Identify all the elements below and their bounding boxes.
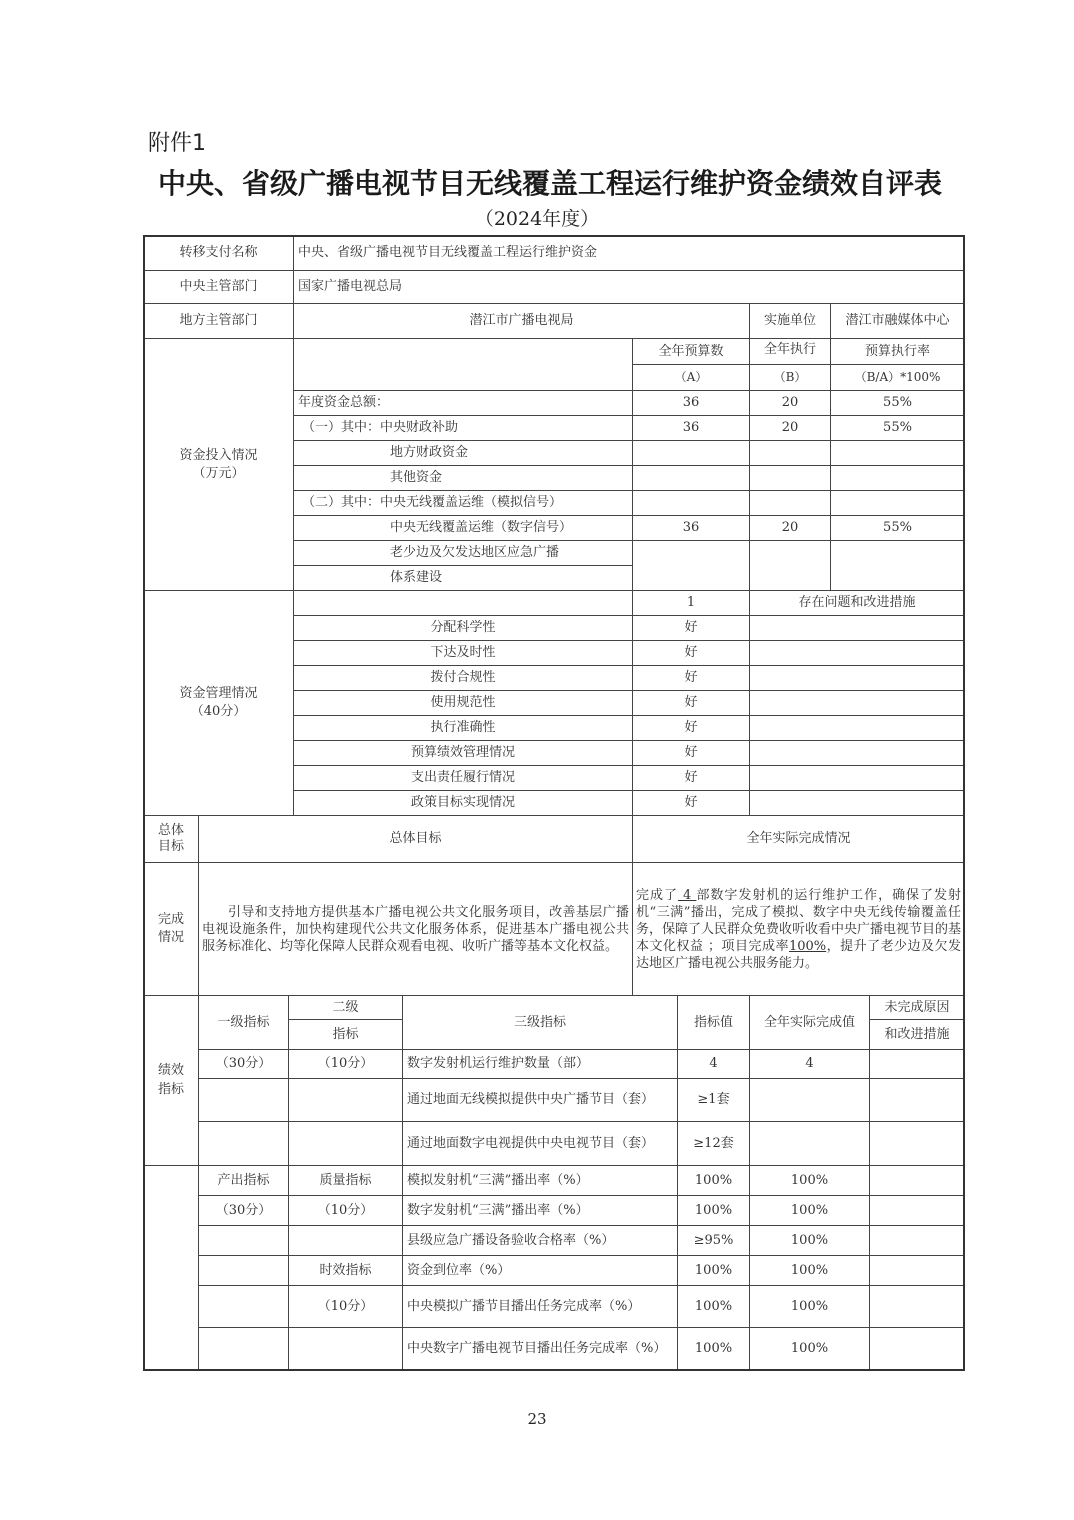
perf-row-target: 100% <box>677 1327 750 1371</box>
mgmt-row-issue <box>749 665 965 691</box>
perf-row-level3: 县级应急广播设备验收合格率（%） <box>402 1225 678 1256</box>
perf-row-level3: 数字发射机“三满”播出率（%） <box>402 1195 678 1226</box>
perf-row-reason <box>869 1049 965 1079</box>
mgmt-header-blank <box>293 590 633 616</box>
perf-row-actual: 100% <box>749 1195 870 1226</box>
h-actual: 全年实际完成值 <box>749 995 870 1050</box>
mgmt-row-value: 好 <box>632 740 750 766</box>
fund-row-a <box>632 540 750 591</box>
perf-row-level1 <box>198 1121 289 1166</box>
mgmt-row-issue <box>749 640 965 666</box>
perf-row-reason <box>869 1327 965 1371</box>
local-dept-value: 潜江市广播电视局 <box>293 303 750 339</box>
mgmt-section-label <box>143 590 294 816</box>
goal-text: 引导和支持地方提供基本广播电视公共文化服务项目，改善基层广播电视设施条件，加快构建现代公共文化服务体系，促进基本广播电视公共服务标准化、均等化保障人民群众观看电视、收听广播等基本文化权益。 <box>202 904 629 954</box>
perf-row-level1 <box>198 1255 289 1286</box>
h-level2-bottom: 指标 <box>288 1019 403 1050</box>
fund-row-c: 55% <box>830 415 965 441</box>
mgmt-col-1: 1 <box>632 590 750 616</box>
perf-row-level2: （10分） <box>288 1285 403 1328</box>
perf-section-continued <box>143 1165 199 1371</box>
perf-row-level1: （30分） <box>198 1049 289 1079</box>
actual-text-cell <box>632 862 965 996</box>
perf-row-target: ≥1套 <box>677 1078 750 1122</box>
perf-row-level3: 资金到位率（%） <box>402 1255 678 1286</box>
perf-row-level3: 模拟发射机“三满”播出率（%） <box>402 1165 678 1196</box>
mgmt-row-label: 支出责任履行情况 <box>293 765 633 791</box>
perf-row-actual: 4 <box>749 1049 870 1079</box>
perf-row-level1 <box>198 1225 289 1256</box>
h-level1: 一级指标 <box>198 995 289 1050</box>
mgmt-row-value: 好 <box>632 715 750 741</box>
goal-text-cell <box>198 862 633 996</box>
fund-row-label: 其他资金 <box>293 465 633 491</box>
fund-row-c <box>830 440 965 466</box>
fund-row-c <box>830 465 965 491</box>
funds-header-blank <box>293 338 633 391</box>
fund-row-b <box>749 540 831 591</box>
status-label-text: 完成情况 <box>157 911 184 945</box>
year-label: （2024年度） <box>474 208 600 230</box>
attachment-label: 附件1 <box>148 131 206 156</box>
perf-row-reason <box>869 1255 965 1286</box>
col-b-sub: （B） <box>749 364 831 391</box>
perf-row-actual <box>749 1078 870 1122</box>
perf-row-target: 100% <box>677 1195 750 1226</box>
page-title: 中央、省级广播电视节目无线覆盖工程运行维护资金绩效自评表 <box>157 167 942 200</box>
goal-header: 总体目标 <box>198 815 633 863</box>
central-dept-value: 国家广播电视总局 <box>293 270 965 304</box>
perf-row-level3: 通过地面数字电视提供中央电视节目（套） <box>402 1121 678 1166</box>
fund-row-b: 20 <box>749 390 831 416</box>
mgmt-row-issue <box>749 765 965 791</box>
fund-row-a <box>632 465 750 491</box>
actual-header: 全年实际完成情况 <box>632 815 965 863</box>
fund-row-a: 36 <box>632 390 750 416</box>
fund-row-a: 36 <box>632 515 750 541</box>
perf-row-level2 <box>288 1327 403 1371</box>
perf-section-label <box>143 995 199 1166</box>
perf-section-text: 绩效指标 <box>157 1063 184 1097</box>
mgmt-row-label: 分配科学性 <box>293 615 633 641</box>
fund-row-c <box>830 490 965 516</box>
perf-row-target: 100% <box>677 1255 750 1286</box>
perf-row-level1 <box>198 1327 289 1371</box>
actual-count: 4 <box>677 887 697 903</box>
mgmt-row-value: 好 <box>632 615 750 641</box>
funds-section-title: 资金投入情况 <box>179 447 258 463</box>
fund-row-label: 年度资金总额： <box>293 390 633 416</box>
mgmt-row-value: 好 <box>632 790 750 816</box>
perf-row-level2: （10分） <box>288 1049 403 1079</box>
h-reason-bottom: 和改进措施 <box>869 1019 965 1050</box>
fund-row-label: （一）其中：中央财政补助 <box>293 415 633 441</box>
perf-row-level2: 时效指标 <box>288 1255 403 1286</box>
h-level2-top: 二级 <box>288 995 403 1020</box>
perf-row-actual <box>749 1121 870 1166</box>
perf-row-target: 100% <box>677 1285 750 1328</box>
mgmt-row-label: 政策目标实现情况 <box>293 790 633 816</box>
mgmt-row-issue <box>749 740 965 766</box>
fund-row-c: 55% <box>830 515 965 541</box>
mgmt-row-value: 好 <box>632 765 750 791</box>
mgmt-row-value: 好 <box>632 640 750 666</box>
fund-row-b <box>749 490 831 516</box>
h-target: 指标值 <box>677 995 750 1050</box>
perf-row-level2 <box>288 1121 403 1166</box>
fund-row-b: 20 <box>749 415 831 441</box>
mgmt-row-issue <box>749 690 965 716</box>
fund-row-label: 体系建设 <box>293 565 633 591</box>
central-dept-label: 中央主管部门 <box>143 270 294 304</box>
perf-row-reason <box>869 1165 965 1196</box>
perf-row-target: ≥12套 <box>677 1121 750 1166</box>
actual-text-pre: 完成了 <box>636 887 678 903</box>
local-dept-label: 地方主管部门 <box>143 303 294 339</box>
mgmt-section-title: 资金管理情况 <box>179 686 258 702</box>
perf-row-reason <box>869 1285 965 1328</box>
funds-section-unit: （万元） <box>192 465 245 481</box>
perf-row-target: 100% <box>677 1165 750 1196</box>
mgmt-row-label: 下达及时性 <box>293 640 633 666</box>
perf-row-level2 <box>288 1078 403 1122</box>
transfer-label: 转移支付名称 <box>143 235 294 271</box>
status-label <box>143 862 199 996</box>
fund-row-c <box>830 540 965 591</box>
fund-row-c: 55% <box>830 390 965 416</box>
perf-row-level1: 产出指标 <box>198 1165 289 1196</box>
goal-side-text: 总体目标 <box>157 822 184 854</box>
mgmt-col-issues: 存在问题和改进措施 <box>749 590 965 616</box>
h-reason-top: 未完成原因 <box>869 995 965 1020</box>
funds-section-label <box>143 338 294 591</box>
perf-row-target: ≥95% <box>677 1225 750 1256</box>
fund-row-label: 地方财政资金 <box>293 440 633 466</box>
mgmt-row-value: 好 <box>632 690 750 716</box>
perf-row-level3: 中央数字广播电视节目播出任务完成率（%） <box>402 1327 678 1371</box>
h-level3: 三级指标 <box>402 995 678 1050</box>
perf-row-reason <box>869 1078 965 1122</box>
mgmt-row-issue <box>749 615 965 641</box>
perf-row-actual: 100% <box>749 1165 870 1196</box>
col-a-sub: （A） <box>632 364 750 391</box>
mgmt-row-label: 预算绩效管理情况 <box>293 740 633 766</box>
fund-row-label: （二）其中：中央无线覆盖运维（模拟信号） <box>293 490 633 516</box>
perf-row-reason <box>869 1195 965 1226</box>
perf-row-target: 4 <box>677 1049 750 1079</box>
perf-row-level3: 中央模拟广播节目播出任务完成率（%） <box>402 1285 678 1328</box>
perf-row-level1: （30分） <box>198 1195 289 1226</box>
fund-row-b <box>749 440 831 466</box>
col-c-header: 预算执行率 <box>830 338 965 365</box>
fund-row-a: 36 <box>632 415 750 441</box>
fund-row-a <box>632 440 750 466</box>
perf-row-level2: （10分） <box>288 1195 403 1226</box>
goal-side-label <box>143 815 199 863</box>
perf-row-level2 <box>288 1225 403 1256</box>
perf-row-actual: 100% <box>749 1225 870 1256</box>
mgmt-row-value: 好 <box>632 665 750 691</box>
perf-row-actual: 100% <box>749 1285 870 1328</box>
mgmt-row-label: 执行准确性 <box>293 715 633 741</box>
mgmt-section-score: （40分） <box>190 704 247 719</box>
col-c-sub: （B/A）*100% <box>830 364 965 391</box>
fund-row-a <box>632 490 750 516</box>
impl-unit-label: 实施单位 <box>749 303 831 339</box>
fund-row-b <box>749 465 831 491</box>
actual-text <box>636 887 961 972</box>
perf-row-reason <box>869 1225 965 1256</box>
mgmt-row-issue <box>749 790 965 816</box>
perf-row-actual: 100% <box>749 1255 870 1286</box>
actual-rate: 100% <box>788 938 827 954</box>
perf-row-actual: 100% <box>749 1327 870 1371</box>
perf-row-level3: 数字发射机运行维护数量（部） <box>402 1049 678 1079</box>
actual-text-mid: 部数字发射机的运行维护工作，确保了发射机“三满”播出，完成了模拟、数字中央无线传输覆盖任务，保障了人民群众免费收听收看中央广播电视节目的基本文化权益 ；项目完成率 <box>636 887 962 954</box>
col-b-header: 全年执行 <box>749 338 831 365</box>
impl-unit-value: 潜江市融媒体中心 <box>830 303 965 339</box>
perf-row-level1 <box>198 1285 289 1328</box>
perf-row-level1 <box>198 1078 289 1122</box>
actual-text-post: ，提升了老少边及欠发达地区广播电视公共服务能力。 <box>636 938 961 971</box>
mgmt-row-label: 使用规范性 <box>293 690 633 716</box>
perf-row-level2: 质量指标 <box>288 1165 403 1196</box>
fund-row-label: 中央无线覆盖运维（数字信号） <box>293 515 633 541</box>
col-a-header: 全年预算数 <box>632 338 750 365</box>
page-number: 23 <box>527 1410 547 1428</box>
mgmt-row-issue <box>749 715 965 741</box>
fund-row-label: 老少边及欠发达地区应急广播 <box>293 540 633 566</box>
perf-row-reason <box>869 1121 965 1166</box>
fund-row-b: 20 <box>749 515 831 541</box>
perf-row-level3: 通过地面无线模拟提供中央广播节目（套） <box>402 1078 678 1122</box>
transfer-value: 中央、省级广播电视节目无线覆盖工程运行维护资金 <box>293 235 965 271</box>
mgmt-row-label: 拨付合规性 <box>293 665 633 691</box>
